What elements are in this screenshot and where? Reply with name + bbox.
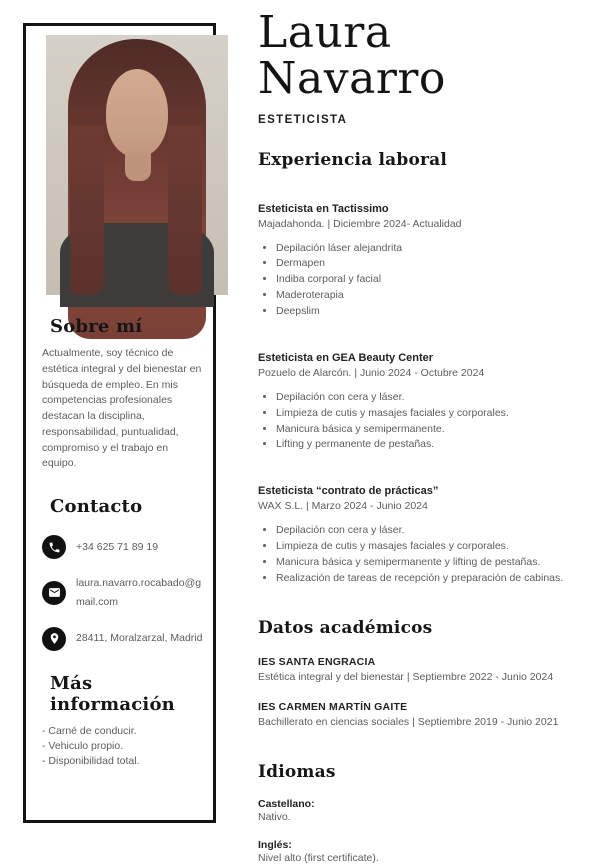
more-info-item: - Carné de conducir.: [42, 724, 137, 737]
more-info-item: - Disponibilidad total.: [42, 755, 140, 768]
job-bullet: • Realización de tareas de recepción y preparación de cabinas.: [276, 572, 580, 586]
contact-phone-text: +34 625 71 89 19: [76, 540, 159, 553]
job-meta: WAX S.L. | Marzo 2024 - Junio 2024: [258, 500, 428, 513]
photo-hair-left-shape: [70, 125, 104, 295]
job-entry: [258, 485, 580, 585]
job-bullet: • Depilación láser alejandrita: [276, 242, 580, 256]
language-level: Nivel alto (first certificate).: [258, 851, 379, 864]
education-school: IES CARMEN MARTÍN GAITE: [258, 700, 408, 713]
profile-photo: [46, 35, 228, 295]
sidebar: [42, 316, 204, 769]
job-bullet: • Maderoterapia: [276, 289, 580, 303]
more-info-heading: Más información: [50, 672, 175, 715]
experience-heading: Experiencia laboral: [258, 149, 448, 170]
job-bullet: • Manicura básica y semipermanente.: [276, 423, 580, 437]
main-column: [258, 7, 580, 864]
language-name: Inglés:: [258, 838, 292, 851]
person-name: [258, 7, 580, 104]
job-bullet: • Indiba corporal y facial: [276, 273, 580, 287]
job-bullet-list: [258, 391, 580, 452]
job-bullet-list: [258, 242, 580, 319]
job-title: Esteticista en Tactissimo: [258, 202, 389, 215]
more-info-list: [42, 724, 204, 770]
about-text: Actualmente, soy técnico de estética integral y del bienestar en búsqueda de empleo. En mis competencias profesionales destacan la disciplina, responsabilidad, puntualidad, compromiso y el trabajo en equipo.: [42, 347, 202, 470]
education-detail: Estética integral y del bienestar | Septiembre 2022 - Junio 2024: [258, 670, 554, 683]
job-bullet: • Depilación con cera y láser.: [276, 391, 580, 405]
contact-row-phone: [42, 535, 204, 559]
job-title: Esteticista en GEA Beauty Center: [258, 351, 434, 364]
about-heading: Sobre mí: [50, 316, 143, 337]
contact-list: [42, 535, 204, 651]
contact-heading: Contacto: [50, 496, 143, 517]
job-meta: Majadahonda. | Diciembre 2024- Actualidad: [258, 217, 462, 230]
job-bullet: • Manicura básica y semipermanente y lifting de pestañas.: [276, 556, 580, 570]
education-heading: Datos académicos: [258, 617, 433, 638]
job-entry: [258, 203, 580, 319]
language-entry: [258, 839, 580, 864]
location-icon: [42, 627, 66, 651]
person-role: ESTETICISTA: [258, 113, 348, 126]
job-title: Esteticista “contrato de prácticas”: [258, 485, 439, 498]
job-bullet: • Limpieza de cutis y masajes faciales y corporales.: [276, 407, 580, 421]
photo-hair-right-shape: [168, 125, 202, 295]
education-entry: [258, 701, 580, 728]
person-name-line1: Laura: [258, 7, 392, 58]
contact-row-location: [42, 627, 204, 651]
person-name-line2: Navarro: [258, 52, 446, 104]
job-meta: Pozuelo de Alarcón. | Junio 2024 - Octubre 2024: [258, 366, 485, 379]
email-icon: [42, 581, 66, 605]
job-bullet: • Dermapen: [276, 257, 580, 271]
contact-location-text: 28411, Moralzarzal, Madrid: [76, 632, 203, 645]
job-bullet: • Lifting y permanente de pestañas.: [276, 438, 580, 452]
job-bullet: • Limpieza de cutis y masajes faciales y corporales.: [276, 540, 580, 554]
language-name: Castellano:: [258, 797, 315, 810]
more-info-item: - Vehiculo propio.: [42, 740, 124, 752]
contact-row-email: [42, 574, 204, 612]
phone-icon: [42, 535, 66, 559]
job-entry: [258, 352, 580, 452]
languages-heading: Idiomas: [258, 761, 336, 782]
contact-email-text: laura.navarro.rocabado@gmail.com: [76, 577, 202, 608]
job-bullet-list: [258, 524, 580, 585]
photo-face-shape: [106, 69, 168, 157]
language-entry: [258, 798, 580, 823]
education-entry: [258, 656, 580, 683]
education-detail: Bachillerato en ciencias sociales | Septiembre 2019 - Junio 2021: [258, 715, 559, 728]
job-bullet: • Depilación con cera y láser.: [276, 524, 580, 538]
language-level: Nativo.: [258, 810, 291, 823]
job-bullet: • Deepslim: [276, 305, 580, 319]
education-school: IES SANTA ENGRACIA: [258, 655, 376, 668]
